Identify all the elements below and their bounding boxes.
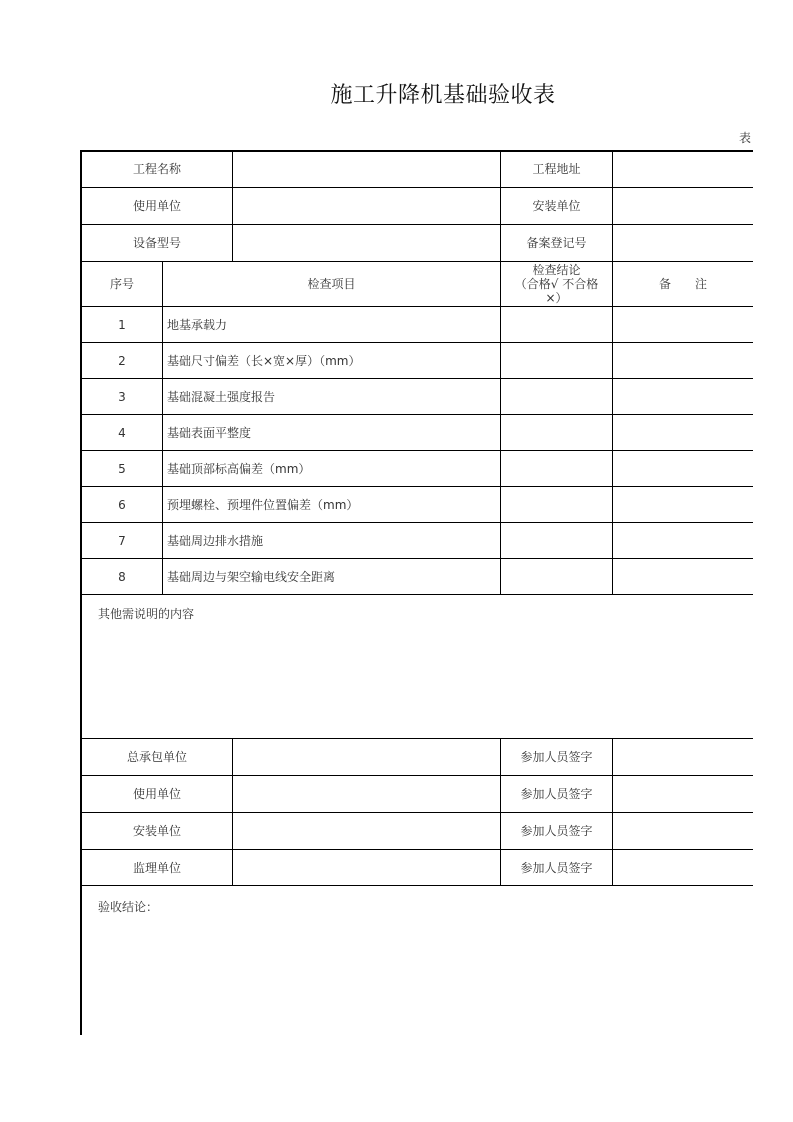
row-item: 地基承载力 [167, 317, 228, 332]
row-divider [80, 885, 753, 886]
notes-label: 其他需说明的内容 [98, 607, 195, 621]
equipment-model-field[interactable] [233, 225, 500, 261]
row-item: 基础周边排水措施 [167, 533, 264, 548]
user-unit-label: 使用单位 [132, 199, 181, 213]
signature-field[interactable] [613, 739, 753, 775]
result-header-line1: 检查结论 [532, 263, 581, 277]
user-unit-sign-field[interactable] [233, 776, 500, 812]
row-result-field[interactable] [501, 487, 612, 522]
project-name-label: 工程名称 [132, 162, 181, 176]
user-unit-field[interactable] [233, 188, 500, 224]
column-header-result [501, 262, 612, 306]
signature-label: 参加人员签字 [520, 787, 593, 801]
row-result-field[interactable] [501, 379, 612, 414]
row-result-field[interactable] [501, 307, 612, 342]
general-contractor-field[interactable] [233, 739, 500, 775]
row-index: 4 [118, 425, 126, 440]
row-item: 基础表面平整度 [167, 425, 252, 440]
supervisor-sign-field[interactable] [233, 850, 500, 885]
row-result-field[interactable] [501, 451, 612, 486]
row-index: 3 [118, 389, 126, 404]
column-header-item: 检查项目 [307, 277, 356, 291]
row-remark-field[interactable] [613, 487, 753, 522]
row-index: 7 [118, 533, 126, 548]
signature-field[interactable] [613, 776, 753, 812]
row-item: 预埋螺栓、预埋件位置偏差（mm） [167, 497, 359, 512]
notes-field[interactable] [82, 625, 753, 737]
acceptance-form [80, 150, 753, 1035]
row-result-field[interactable] [501, 523, 612, 558]
row-index: 1 [118, 317, 126, 332]
signature-field[interactable] [613, 813, 753, 849]
row-index: 2 [118, 353, 126, 368]
row-remark-field[interactable] [613, 379, 753, 414]
row-result-field[interactable] [501, 415, 612, 450]
supervisor-sign-label: 监理单位 [132, 860, 181, 875]
general-contractor-label: 总承包单位 [126, 750, 187, 764]
user-unit-sign-label: 使用单位 [132, 787, 181, 801]
project-address-label: 工程地址 [532, 162, 581, 176]
row-result-field[interactable] [501, 343, 612, 378]
row-remark-field[interactable] [613, 415, 753, 450]
signature-field[interactable] [613, 850, 753, 885]
row-item: 基础尺寸偏差（长×宽×厚）（mm） [167, 353, 361, 368]
row-remark-field[interactable] [613, 343, 753, 378]
result-header-line3: ×） [545, 291, 568, 305]
registration-number-label: 备案登记号 [526, 236, 587, 250]
equipment-model-label: 设备型号 [132, 236, 181, 250]
form-code: 表 [739, 131, 752, 145]
project-name-field[interactable] [233, 151, 500, 187]
column-header-remark: 备 注 [658, 277, 707, 291]
row-index: 6 [118, 497, 126, 512]
installer-unit-label: 安装单位 [532, 199, 581, 213]
project-address-field[interactable] [613, 151, 753, 187]
result-header-line2: （合格√ 不合格 [514, 277, 599, 291]
row-remark-field[interactable] [613, 307, 753, 342]
column-header-index: 序号 [109, 277, 134, 291]
conclusion-label: 验收结论： [98, 900, 159, 914]
row-divider [80, 594, 753, 595]
installer-sign-field[interactable] [233, 813, 500, 849]
installer-unit-field[interactable] [613, 188, 753, 224]
registration-number-field[interactable] [613, 225, 753, 261]
signature-label: 参加人员签字 [520, 750, 593, 764]
row-remark-field[interactable] [613, 523, 753, 558]
row-index: 8 [118, 569, 126, 584]
row-result-field[interactable] [501, 559, 612, 594]
row-index: 5 [118, 461, 126, 476]
row-item: 基础周边与架空输电线安全距离 [167, 569, 336, 584]
row-remark-field[interactable] [613, 451, 753, 486]
installer-sign-label: 安装单位 [132, 824, 181, 838]
row-item: 基础顶部标高偏差（mm） [167, 461, 311, 476]
signature-label: 参加人员签字 [520, 860, 593, 875]
conclusion-field[interactable] [82, 918, 753, 1035]
row-remark-field[interactable] [613, 559, 753, 594]
row-item: 基础混凝土强度报告 [167, 389, 276, 404]
signature-label: 参加人员签字 [520, 824, 593, 838]
document-title: 施工升降机基础验收表 [330, 83, 556, 108]
